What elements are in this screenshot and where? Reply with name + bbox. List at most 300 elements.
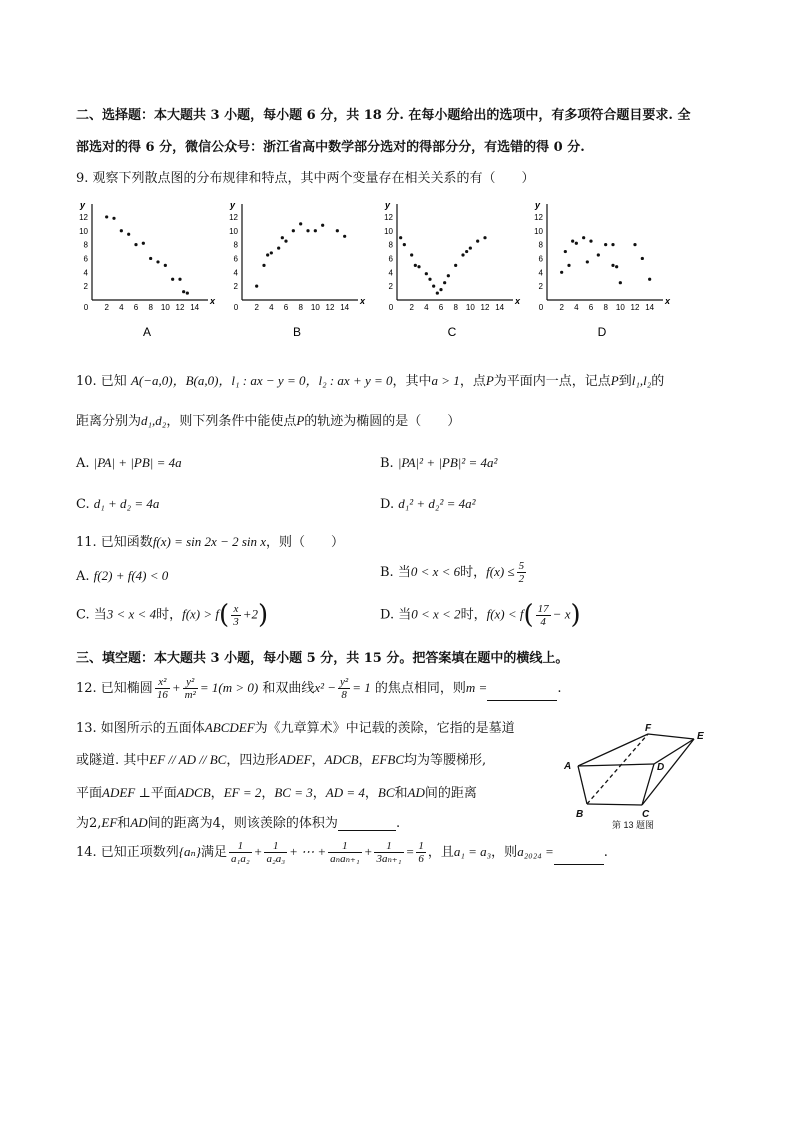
option-math: f(2) + f(4) < 0 xyxy=(93,568,169,583)
q14-line xyxy=(76,840,608,865)
numerator: 17 xyxy=(537,602,549,615)
q12-math: + xyxy=(171,680,181,695)
option-letter: C. xyxy=(76,497,90,512)
q11-option-a xyxy=(76,568,168,584)
y-tick-label: 6 xyxy=(83,254,88,264)
fraction xyxy=(231,603,241,628)
x-tick-label: 14 xyxy=(645,303,655,312)
x-tick-label: 6 xyxy=(588,303,594,312)
chart-label: A xyxy=(142,325,152,339)
scatter-point xyxy=(571,240,574,243)
answer-blank[interactable] xyxy=(338,818,396,831)
scatter-point xyxy=(575,242,578,245)
x-tick-label: 14 xyxy=(495,303,505,312)
scatter-point xyxy=(611,243,614,246)
x-tick-label: 14 xyxy=(340,303,350,312)
q14-math: + xyxy=(253,844,263,859)
answer-blank[interactable] xyxy=(554,852,604,865)
q13-text: ， xyxy=(358,753,372,768)
section2-heading-line2: 部选对的得 6 分，微信公众号：浙江省高中数学部分选对的得部分分，有选错的得 0 分. xyxy=(76,140,585,155)
fraction xyxy=(155,676,170,701)
y-tick-label: 8 xyxy=(83,240,88,250)
denominator: 6 xyxy=(418,853,424,865)
scatter-point xyxy=(112,217,115,220)
option-math: 3 < x < 4 xyxy=(106,606,157,622)
scatter-point xyxy=(186,291,189,294)
x-tick-label: 2 xyxy=(104,303,109,312)
q10-option-d xyxy=(380,496,476,512)
x-axis-label: x xyxy=(360,296,366,306)
numerator: y² xyxy=(340,676,349,688)
x-tick-label: 4 xyxy=(574,303,579,312)
numerator: y² xyxy=(183,676,198,689)
x-tick-label: 8 xyxy=(453,303,458,312)
paren: ) xyxy=(257,600,269,630)
scatter-point xyxy=(604,243,607,246)
q13-pentahedron-figure xyxy=(556,722,716,832)
chart-label: D xyxy=(597,325,607,339)
edge-ad xyxy=(578,764,654,766)
x-tick-label: 2 xyxy=(559,303,564,312)
q14-math: = xyxy=(405,844,415,859)
denominator: 3aₙ₊₁ xyxy=(376,853,402,865)
y-tick-label: 6 xyxy=(538,254,543,264)
scatter-point xyxy=(586,260,589,263)
q13-math: AD xyxy=(407,785,425,800)
q12-text: 和双曲线 xyxy=(262,681,315,696)
q13-line2 xyxy=(76,749,486,768)
q10-text: ，其中 xyxy=(392,374,432,389)
q12-math: x² − xyxy=(314,680,337,695)
q10-option-a xyxy=(76,455,182,471)
scatter-point xyxy=(120,229,123,232)
vertex-label-a: A xyxy=(564,761,572,772)
scatter-point xyxy=(582,236,585,239)
scatter-point xyxy=(321,224,324,227)
scatter-point xyxy=(292,229,295,232)
scatter-point xyxy=(156,260,159,263)
x-tick-label: 2 xyxy=(409,303,414,312)
scatter-point xyxy=(439,288,442,291)
q13-math: EF xyxy=(101,815,118,830)
y-tick-label: 4 xyxy=(233,268,238,278)
scatter-point xyxy=(178,278,181,281)
x-tick-label: 10 xyxy=(160,303,170,312)
option-math: 0 < x < 6 xyxy=(410,564,461,579)
y-axis-label: y xyxy=(80,200,86,210)
option-letter: B. xyxy=(380,456,394,471)
scatter-point xyxy=(255,285,258,288)
q10-text: ，则下列条件中能使点 xyxy=(166,414,297,429)
q12-math: m = xyxy=(465,680,488,695)
q13-math: ABCDEF xyxy=(204,720,255,735)
numerator: 1 xyxy=(229,840,252,853)
x-tick-label: 12 xyxy=(325,303,335,312)
q14-math: a₂₀₂₄ = xyxy=(517,844,554,859)
q13-line3 xyxy=(76,782,477,801)
scatter-point xyxy=(648,278,651,281)
x-tick-label: 4 xyxy=(269,303,274,312)
vertex-label-c: C xyxy=(642,809,650,820)
scatter-point xyxy=(641,257,644,260)
q14-math: + ⋯ + xyxy=(289,844,327,859)
y-axis-label: y xyxy=(535,200,541,210)
q11-option-d xyxy=(380,602,581,628)
q13-math: ADEF ⊥ xyxy=(102,785,151,800)
q12-text: 12. 已知椭圆 xyxy=(76,681,153,696)
option-text: C. 当 xyxy=(76,607,107,623)
q10-text: 距离分别为 xyxy=(76,414,142,429)
option-math: +2 xyxy=(242,606,258,622)
scatter-point xyxy=(262,264,265,267)
y-tick-label: 8 xyxy=(388,240,393,250)
scatter-point xyxy=(414,264,417,267)
q13-text: . xyxy=(395,816,401,831)
q13-text: 间的距离 xyxy=(424,786,477,801)
option-math: |PA|² + |PB|² = 4a² xyxy=(397,455,498,470)
x-tick-label: 8 xyxy=(298,303,303,312)
q13-math: BC xyxy=(377,785,395,800)
edge-bf-hidden xyxy=(587,734,648,804)
chart-label: C xyxy=(447,325,457,339)
q11-option-b xyxy=(380,560,528,585)
numerator: 1 xyxy=(418,840,424,852)
y-tick-label: 6 xyxy=(233,254,238,264)
q13-line4 xyxy=(76,812,400,831)
vertex-label-f: F xyxy=(645,723,652,734)
scatter-point xyxy=(127,233,130,236)
q14-math: a₁ = a₃ xyxy=(453,844,492,859)
vertex-label-d: D xyxy=(657,762,665,773)
x-tick-label: 0 xyxy=(388,303,394,312)
q11-text: 11. 已知函数 xyxy=(76,535,153,550)
q11-math: f(x) = sin 2x − 2 sin x xyxy=(152,534,267,549)
q10-line1 xyxy=(76,370,664,389)
scatter-point xyxy=(465,250,468,253)
q10-math: P xyxy=(610,373,619,388)
q12-text: . xyxy=(557,681,562,696)
x-axis-label: x xyxy=(210,296,216,306)
q14-text: ，且 xyxy=(427,845,454,860)
scatter-point xyxy=(266,253,269,256)
y-tick-label: 12 xyxy=(384,212,393,222)
scatter-point xyxy=(399,236,402,239)
edge-bc xyxy=(587,804,642,805)
q9-scatter-plots xyxy=(70,198,710,348)
denominator: 8 xyxy=(341,689,347,701)
y-tick-label: 8 xyxy=(233,240,238,250)
scatter-point xyxy=(343,235,346,238)
q12-math: = 1(m > 0) xyxy=(199,680,259,695)
option-text: 时， xyxy=(460,607,487,623)
scatter-point xyxy=(589,240,592,243)
scatter-point xyxy=(425,272,428,275)
q10-math: A(−a,0)，B(a,0)，l₁ : ax − y = 0，l₂ : ax + y = 0 xyxy=(130,373,393,388)
scatter-point xyxy=(454,264,457,267)
scatter-point xyxy=(428,278,431,281)
numerator: 1 xyxy=(264,840,287,853)
vertex-label-b: B xyxy=(576,809,584,820)
fraction xyxy=(264,840,287,865)
denominator: a₁a₂ xyxy=(231,853,250,865)
y-tick-label: 6 xyxy=(388,254,393,264)
q10-math: d₁,d₂ xyxy=(141,413,167,428)
scatter-point xyxy=(567,264,570,267)
x-tick-label: 10 xyxy=(310,303,320,312)
q10-math: l₁,l₂ xyxy=(631,373,652,388)
scatter-point xyxy=(633,243,636,246)
scatter-point xyxy=(417,265,420,268)
option-math: f(x) > f xyxy=(182,606,220,622)
y-tick-label: 2 xyxy=(83,282,88,292)
scatter-point xyxy=(299,222,302,225)
answer-blank[interactable] xyxy=(487,688,557,701)
option-text: 时， xyxy=(460,565,487,580)
scatter-point xyxy=(443,281,446,284)
y-tick-label: 10 xyxy=(229,226,238,236)
x-tick-label: 0 xyxy=(83,303,89,312)
scatter-point xyxy=(564,250,567,253)
q12-math: = 1 xyxy=(352,680,371,695)
option-text: 时， xyxy=(156,607,183,623)
q10-text: ，点 xyxy=(459,374,486,389)
x-tick-label: 14 xyxy=(190,303,200,312)
option-math: f(x) < f xyxy=(486,606,524,622)
y-tick-label: 10 xyxy=(384,226,393,236)
q13-text: ， xyxy=(210,786,224,801)
x-tick-label: 4 xyxy=(424,303,429,312)
option-math: |PA| + |PB| = 4a xyxy=(93,455,182,470)
q11-text: ，则（ ） xyxy=(266,535,345,550)
option-math: 0 < x < 2 xyxy=(411,606,461,622)
option-letter: A. xyxy=(76,569,90,584)
y-tick-label: 10 xyxy=(79,226,88,236)
q13-math: EF = 2 xyxy=(223,785,262,800)
q13-text: 和 xyxy=(117,816,131,831)
q13-math: ADCB xyxy=(176,785,211,800)
edge-ab xyxy=(578,766,587,804)
numerator: 5 xyxy=(518,560,525,572)
edge-ce xyxy=(642,739,694,805)
scatter-point xyxy=(336,229,339,232)
x-tick-label: 12 xyxy=(630,303,640,312)
x-tick-label: 12 xyxy=(175,303,185,312)
y-tick-label: 8 xyxy=(538,240,543,250)
x-tick-label: 0 xyxy=(538,303,544,312)
q14-math: {aₙ} xyxy=(178,844,201,859)
scatter-point xyxy=(436,291,439,294)
denominator: 2 xyxy=(518,573,525,585)
fraction xyxy=(338,676,350,701)
q13-math: BC = 3 xyxy=(274,785,313,800)
y-axis-label: y xyxy=(385,200,391,210)
option-math: − x xyxy=(552,606,571,622)
scatter-point xyxy=(560,271,563,274)
q10-option-c xyxy=(76,496,159,512)
scatter-point xyxy=(469,246,472,249)
q13-text: ， xyxy=(312,786,326,801)
q13-text: 为2, xyxy=(76,816,102,831)
scatter-point xyxy=(447,274,450,277)
scatter-point xyxy=(171,278,174,281)
q11-stem xyxy=(76,531,344,550)
q13-text: 平面 xyxy=(76,786,103,801)
q10-text: 的轨迹为椭圆的是（ ） xyxy=(304,414,461,429)
option-letter: D. xyxy=(380,497,395,512)
q10-text: 10. 已知 xyxy=(76,374,127,389)
x-tick-label: 10 xyxy=(465,303,475,312)
q13-text: 13. 如图所示的五面体 xyxy=(76,721,205,736)
q13-text: 均为等腰梯形, xyxy=(404,753,487,768)
x-axis-label: x xyxy=(665,296,671,306)
scatter-point xyxy=(277,246,280,249)
scatter-point xyxy=(314,229,317,232)
scatter-point xyxy=(432,285,435,288)
fraction xyxy=(416,840,426,865)
denominator: a₂a₃ xyxy=(266,853,286,865)
y-tick-label: 2 xyxy=(538,282,543,292)
scatter-point xyxy=(105,215,108,218)
scatter-point xyxy=(284,240,287,243)
scatter-point xyxy=(134,243,137,246)
scatter-point xyxy=(611,264,614,267)
q12-text: 的焦点相同，则 xyxy=(374,681,466,696)
scatter-point xyxy=(483,236,486,239)
x-tick-label: 6 xyxy=(438,303,444,312)
x-tick-label: 6 xyxy=(283,303,289,312)
figure-caption: 第 13 题图 xyxy=(612,820,655,830)
q13-math: AD xyxy=(130,815,148,830)
fraction xyxy=(374,840,403,865)
x-tick-label: 4 xyxy=(119,303,124,312)
q13-math: ADCB xyxy=(324,752,359,767)
q13-text: 和 xyxy=(394,786,408,801)
q11-option-c xyxy=(76,602,268,628)
scatter-point xyxy=(403,243,406,246)
q13-text: 间的距离为4，则该羡除的体积为 xyxy=(147,816,338,831)
option-math: f(x) ≤ xyxy=(486,564,515,579)
chart-label: B xyxy=(292,325,302,339)
numerator: 1 xyxy=(328,840,362,853)
x-tick-label: 12 xyxy=(480,303,490,312)
q13-math: EFBC xyxy=(371,752,405,767)
fraction xyxy=(229,840,252,865)
numerator: x xyxy=(231,603,241,616)
q13-math: EF // AD // BC xyxy=(149,752,227,767)
section3-heading: 三、填空题：本大题共 3 小题，每小题 5 分，共 15 分。把答案填在题中的横线上。 xyxy=(76,651,569,666)
edge-de xyxy=(654,739,694,764)
x-tick-label: 8 xyxy=(148,303,153,312)
paren: ) xyxy=(570,600,581,630)
fraction xyxy=(183,676,198,701)
scatter-point xyxy=(597,253,600,256)
q10-math: a > 1 xyxy=(431,373,460,388)
paren: ( xyxy=(219,600,230,630)
x-axis-label: x xyxy=(515,296,521,306)
y-tick-label: 4 xyxy=(538,268,543,278)
q13-text: ， xyxy=(261,786,275,801)
q13-text: ，四边形 xyxy=(226,753,279,768)
option-math: d₁ + d₂ = 4a xyxy=(93,496,160,511)
scatter-point xyxy=(410,253,413,256)
y-axis-label: y xyxy=(230,200,236,210)
option-text: D. 当 xyxy=(380,607,412,623)
scatter-point xyxy=(461,253,464,256)
q13-text: 平面 xyxy=(150,786,177,801)
edge-dc xyxy=(642,764,654,805)
vertex-label-e: E xyxy=(697,731,704,742)
x-tick-label: 6 xyxy=(133,303,139,312)
scatter-point xyxy=(182,290,185,293)
y-tick-label: 10 xyxy=(534,226,543,236)
scatter-point xyxy=(615,265,618,268)
q10-math: P xyxy=(296,413,305,428)
y-tick-label: 12 xyxy=(79,212,88,222)
fraction xyxy=(517,560,527,585)
y-tick-label: 4 xyxy=(83,268,88,278)
q10-math: P xyxy=(485,373,494,388)
option-text: B. 当 xyxy=(380,565,411,580)
section2-heading-line1: 二、选择题：本大题共 3 小题，每小题 6 分，共 18 分. 在每小题给出的选项中，有多项符合题目要求. 全 xyxy=(76,108,691,123)
q10-line2 xyxy=(76,410,460,429)
q10-text: 到 xyxy=(618,374,632,389)
q14-text: ，则 xyxy=(491,845,518,860)
scatter-point xyxy=(281,236,284,239)
denominator: 16 xyxy=(156,689,168,701)
option-math: d₁² + d₂² = 4a² xyxy=(398,496,476,511)
q12-line xyxy=(76,676,561,701)
q10-text: 的 xyxy=(651,374,665,389)
y-tick-label: 2 xyxy=(388,282,393,292)
edge-fe xyxy=(648,734,694,739)
q13-text: ， xyxy=(311,753,325,768)
q13-text: ， xyxy=(364,786,378,801)
denominator: 3 xyxy=(233,615,239,628)
q14-text: 14. 已知正项数列 xyxy=(76,845,179,860)
scatter-point xyxy=(149,257,152,260)
denominator: m² xyxy=(184,689,196,701)
scatter-point xyxy=(476,240,479,243)
scatter-point xyxy=(164,264,167,267)
q13-text: 或隧道. 其中 xyxy=(76,753,150,768)
q14-text: 满足 xyxy=(200,845,227,860)
scatter-point xyxy=(306,229,309,232)
y-tick-label: 2 xyxy=(233,282,238,292)
y-tick-label: 12 xyxy=(229,212,238,222)
fraction xyxy=(536,603,551,628)
scatter-point xyxy=(142,242,145,245)
option-letter: A. xyxy=(76,456,90,471)
numerator: 1 xyxy=(374,840,403,853)
q14-math: + xyxy=(363,844,373,859)
q10-option-b xyxy=(380,455,497,471)
denominator: 4 xyxy=(540,615,546,628)
x-tick-label: 2 xyxy=(254,303,259,312)
q13-math: AD = 4 xyxy=(325,785,365,800)
q13-line1 xyxy=(76,717,515,736)
fraction xyxy=(328,840,362,865)
scatter-point xyxy=(619,281,622,284)
q9-stem: 9. 观察下列散点图的分布规律和特点，其中两个变量存在相关关系的有（ ） xyxy=(76,171,535,186)
y-tick-label: 4 xyxy=(388,268,393,278)
q13-text: 为《九章算术》中记载的羡除，它指的是墓道 xyxy=(254,721,515,736)
numerator: x² xyxy=(155,676,170,689)
x-tick-label: 8 xyxy=(603,303,608,312)
x-tick-label: 0 xyxy=(233,303,239,312)
q13-math: ADEF xyxy=(278,752,312,767)
y-tick-label: 12 xyxy=(534,212,543,222)
scatter-point xyxy=(270,251,273,254)
